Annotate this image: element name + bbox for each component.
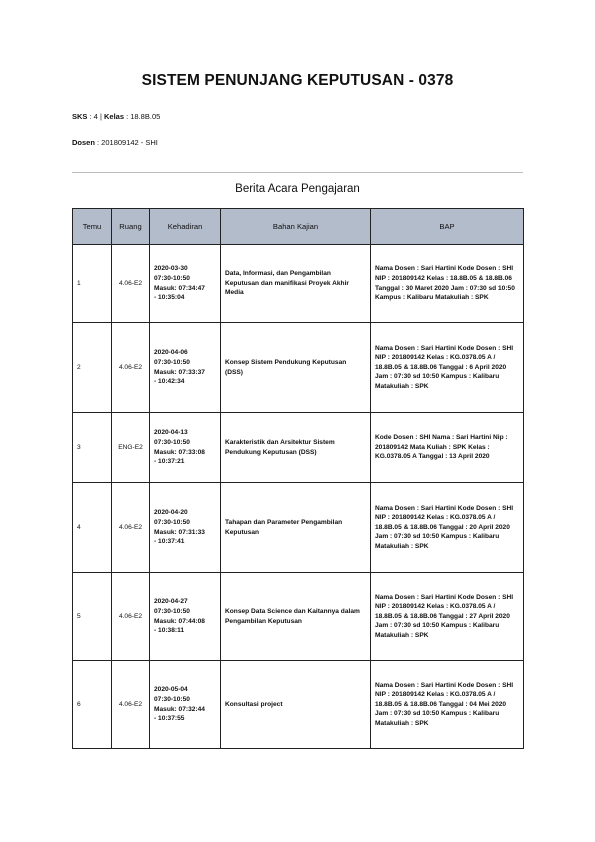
cell-bahan-kajian: Konsultasi project — [221, 661, 371, 749]
cell-temu: 5 — [73, 573, 112, 661]
dosen-value: : 201809142 - SHI — [97, 138, 158, 147]
table-row — [73, 483, 524, 573]
cell-kehadiran: 2020-05-04 07:30-10:50 Masuk: 07:32:44 - 10:37:55 — [150, 661, 221, 749]
cell-kehadiran: 2020-04-27 07:30-10:50 Masuk: 07:44:08 - 10:38:11 — [150, 573, 221, 661]
header-temu: Temu — [73, 209, 112, 245]
cell-ruang: 4.06-E2 — [112, 245, 150, 323]
table-row — [73, 661, 524, 749]
table-header-row — [73, 209, 524, 245]
cell-bahan-kajian: Tahapan dan Parameter Pengambilan Keputusan — [221, 483, 371, 573]
page-title: SISTEM PENUNJANG KEPUTUSAN - 0378 — [141, 72, 454, 89]
cell-bap: Nama Dosen : Sari Hartini Kode Dosen : SHI NIP : 201809142 Kelas : KG.0378.05 A / 18.8B.05 & 18.8B.06 Tanggal : 04 Mei 2020 Jam : 07:30 sd 10:50 Kampus : Kalibaru Matakuliah : SPK — [371, 661, 524, 749]
kelas-label: Kelas — [103, 112, 124, 121]
divider — [72, 172, 523, 173]
cell-bahan-kajian: Data, Informasi, dan Pengambilan Keputusan dan manifikasi Proyek Akhir Media — [221, 245, 371, 323]
cell-kehadiran: 2020-03-30 07:30-10:50 Masuk: 07:34:47 - 10:35:04 — [150, 245, 221, 323]
header-bahan-kajian: Bahan Kajian — [221, 209, 371, 245]
sks-value: : 4 | — [89, 112, 102, 121]
cell-bahan-kajian: Karakteristik dan Arsitektur Sistem Pendukung Keputusan (DSS) — [221, 413, 371, 483]
table-row — [73, 245, 524, 323]
course-info-line — [72, 112, 160, 121]
cell-kehadiran: 2020-04-20 07:30-10:50 Masuk: 07:31:33 - 10:37:41 — [150, 483, 221, 573]
cell-bap: Nama Dosen : Sari Hartini Kode Dosen : SHI NIP : 201809142 Kelas : KG.0378.05 A / 18.8B.05 & 18.8B.06 Tanggal : 20 April 2020 Jam : 07:30 sd 10:50 Kampus : Kalibaru Matakuliah : SPK — [371, 483, 524, 573]
table-row — [73, 573, 524, 661]
cell-bap: Nama Dosen : Sari Hartini Kode Dosen : SHI NIP : 201809142 Kelas : KG.0378.05 A / 18.8B.05 & 18.8B.06 Tanggal : 27 April 2020 Jam : 07:30 sd 10:50 Kampus : Kalibaru Matakuliah : SPK — [371, 573, 524, 661]
cell-bap: Kode Dosen : SHI Nama : Sari Hartini Nip : 201809142 Mata Kuliah : SPK Kelas : KG.0378.05 A Tanggal : 13 April 2020 — [371, 413, 524, 483]
dosen-label: Dosen — [72, 138, 95, 147]
cell-ruang: 4.06-E2 — [112, 661, 150, 749]
cell-temu: 6 — [73, 661, 112, 749]
table-row — [73, 323, 524, 413]
cell-bahan-kajian: Konsep Data Science dan Kaitannya dalam Pengambilan Keputusan — [221, 573, 371, 661]
header-bap: BAP — [371, 209, 524, 245]
teaching-record-table — [72, 208, 524, 749]
cell-kehadiran: 2020-04-13 07:30-10:50 Masuk: 07:33:08 - 10:37:21 — [150, 413, 221, 483]
section-title: Berita Acara Pengajaran — [235, 183, 360, 195]
cell-temu: 4 — [73, 483, 112, 573]
sks-label: SKS — [72, 112, 88, 121]
header-kehadiran: Kehadiran — [150, 209, 221, 245]
cell-bap: Nama Dosen : Sari Hartini Kode Dosen : SHI NIP : 201809142 Kelas : 18.8B.05 & 18.8B.06 Tanggal : 30 Maret 2020 Jam : 07:30 sd 10:50 Kampus : Kalibaru Matakuliah : SPK — [371, 245, 524, 323]
kelas-value: : 18.8B.05 — [126, 112, 161, 121]
cell-ruang: 4.06-E2 — [112, 483, 150, 573]
lecturer-info-line — [72, 138, 158, 147]
cell-temu: 3 — [73, 413, 112, 483]
cell-ruang: 4.06-E2 — [112, 323, 150, 413]
table-row — [73, 413, 524, 483]
cell-ruang: 4.06-E2 — [112, 573, 150, 661]
cell-temu: 1 — [73, 245, 112, 323]
cell-bap: Nama Dosen : Sari Hartini Kode Dosen : SHI NIP : 201809142 Kelas : KG.0378.05 A / 18.8B.05 & 18.8B.06 Tanggal : 6 April 2020 Jam : 07:30 sd 10:50 Kampus : Kalibaru Matakuliah : SPK — [371, 323, 524, 413]
cell-bahan-kajian: Konsep Sistem Pendukung Keputusan (DSS) — [221, 323, 371, 413]
cell-ruang: ENG-E2 — [112, 413, 150, 483]
cell-kehadiran: 2020-04-06 07:30-10:50 Masuk: 07:33:37 - 10:42:34 — [150, 323, 221, 413]
header-ruang: Ruang — [112, 209, 150, 245]
cell-temu: 2 — [73, 323, 112, 413]
